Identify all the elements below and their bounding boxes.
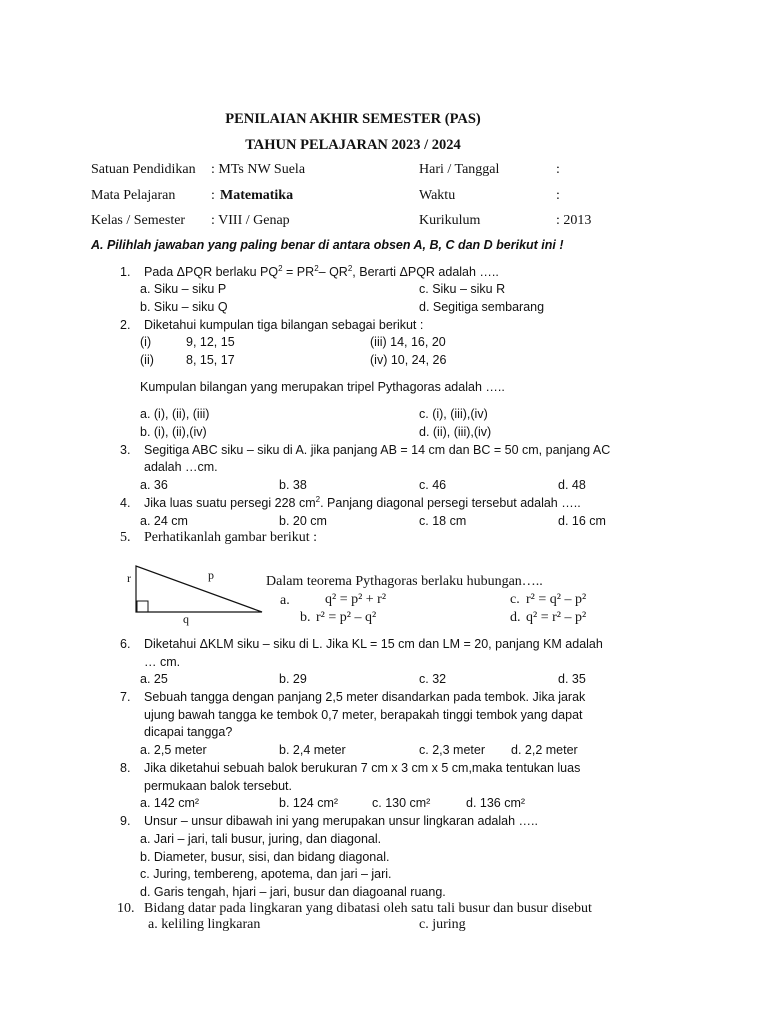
satuan-label: Satuan Pendidikan: [91, 162, 196, 177]
question-text: Unsur – unsur dibawah ini yang merupakan unsur lingkaran adalah …..: [144, 814, 538, 828]
option-b: b. Diameter, busur, sisi, dan bidang diagonal.: [140, 850, 390, 864]
option-c: c. Siku – siku R: [419, 282, 506, 296]
question-text-line1: Diketahui ΔKLM siku – siku di L. Jika KL = 15 cm dan LM = 20, panjang KM adalah: [144, 637, 603, 651]
option-a: a. 36: [140, 478, 168, 492]
option-c: c. 46: [419, 478, 447, 492]
set-ii-value: 8, 15, 17: [186, 353, 235, 367]
option-d-value: q² = r² – p²: [526, 610, 587, 625]
option-a-label: a.: [280, 593, 290, 608]
question-number: 1.: [120, 265, 131, 279]
set-i-label: (i): [140, 335, 152, 349]
option-a: a. 142 cm²: [140, 796, 200, 810]
question-number: 5.: [120, 530, 131, 545]
option-b: b. 29: [279, 672, 307, 686]
option-a: a. Jari – jari, tali busur, juring, dan diagonal.: [140, 832, 382, 846]
kelas-value: : VIII / Genap: [211, 213, 290, 228]
right-angle-marker: [137, 601, 148, 612]
set-iii: (iii) 14, 16, 20: [370, 335, 446, 349]
option-c-label: c.: [510, 592, 520, 607]
label-r: r: [127, 571, 131, 585]
option-b: b. Siku – siku Q: [140, 300, 228, 314]
hari-label: Hari / Tanggal: [419, 162, 500, 177]
question-text-line2: adalah …cm.: [144, 460, 218, 474]
option-b: b. 38: [279, 478, 307, 492]
option-b: b. 20 cm: [279, 514, 327, 528]
option-c: c. juring: [419, 917, 466, 932]
option-d: d. Segitiga sembarang: [419, 300, 545, 314]
academic-year: TAHUN PELAJARAN 2023 / 2024: [245, 137, 461, 153]
option-a: a. (i), (ii), (iii): [140, 407, 210, 421]
option-c: c. 32: [419, 672, 447, 686]
question-number: 2.: [120, 318, 131, 332]
question-number: 10.: [117, 901, 135, 916]
kurikulum-label: Kurikulum: [419, 213, 481, 228]
option-c-value: r² = q² – p²: [526, 592, 587, 607]
question-text-line2: … cm.: [144, 655, 181, 669]
option-c: c. 2,3 meter: [419, 743, 485, 757]
option-a: a. 24 cm: [140, 514, 188, 528]
option-a: a. Siku – siku P: [140, 282, 227, 296]
question-text: Diketahui kumpulan tiga bilangan sebagai berikut :: [144, 318, 424, 332]
waktu-value: :: [556, 188, 560, 203]
option-b: b. (i), (ii),(iv): [140, 425, 207, 439]
option-d-label: d.: [510, 610, 521, 625]
question-number: 9.: [120, 814, 131, 828]
option-a-value: q² = p² + r²: [325, 592, 387, 607]
question-text-line1: Segitiga ABC siku – siku di A. jika panjang AB = 14 cm dan BC = 50 cm, panjang AC: [144, 443, 611, 457]
option-c: c. Juring, tembereng, apotema, dan jari – jari.: [140, 867, 392, 881]
option-c: c. 130 cm²: [372, 796, 431, 810]
question-number: 6.: [120, 637, 131, 651]
question-text-line3: dicapai tangga?: [144, 725, 233, 739]
option-b-label: b.: [300, 610, 311, 625]
option-c: c. 18 cm: [419, 514, 467, 528]
kelas-label: Kelas / Semester: [91, 213, 186, 228]
option-d: d. Garis tengah, hjari – jari, busur dan diagoanal ruang.: [140, 885, 446, 899]
question-text-line1: Jika diketahui sebuah balok berukuran 7 cm x 3 cm x 5 cm,maka tentukan luas: [144, 761, 581, 775]
option-d: d. 48: [558, 478, 586, 492]
question-number: 4.: [120, 496, 131, 510]
option-d: d. 35: [558, 672, 586, 686]
set-ii-label: (ii): [140, 353, 154, 367]
exam-title: PENILAIAN AKHIR SEMESTER (PAS): [225, 111, 481, 127]
question-text: Perhatikanlah gambar berikut :: [144, 530, 317, 545]
question-text: Pada ΔPQR berlaku $PQ^2 = PR^2-$ $QR^2$, Berarti ΔPQR adalah …..: [144, 263, 499, 279]
option-a: a. 25: [140, 672, 168, 686]
question-number: 7.: [120, 690, 131, 704]
set-i-value: 9, 12, 15: [186, 335, 235, 349]
satuan-value: : MTs NW Suela: [211, 162, 306, 177]
question-text-line2: ujung bawah tangga ke tembok 0,7 meter, berapakah tinggi tembok yang dapat: [144, 708, 583, 722]
question-prompt: Kumpulan bilangan yang merupakan tripel Pythagoras adalah …..: [140, 380, 505, 394]
hari-value: :: [556, 162, 560, 177]
kurikulum-value: : 2013: [556, 213, 592, 228]
label-q: q: [183, 612, 189, 626]
question-number: 8.: [120, 761, 131, 775]
mapel-colon: :: [211, 188, 215, 203]
mapel-label: Mata Pelajaran: [91, 188, 176, 203]
question-text-line1: Sebuah tangga dengan panjang 2,5 meter disandarkan pada tembok. Jika jarak: [144, 690, 586, 704]
option-b: b. 124 cm²: [279, 796, 339, 810]
question-text: Jika luas suatu persegi 228 $cm^2$. Panjang diagonal persegi tersebut adalah …..: [144, 494, 581, 510]
right-triangle-figure: [120, 560, 280, 630]
waktu-label: Waktu: [419, 188, 456, 203]
label-p: p: [208, 568, 214, 582]
option-d: d. (ii), (iii),(iv): [419, 425, 492, 439]
section-instruction: A. Pilihlah jawaban yang paling benar di antara obsen A, B, C dan D berikut ini !: [91, 238, 564, 252]
question-number: 3.: [120, 443, 131, 457]
triangle-shape: [136, 566, 262, 612]
question-text: Bidang datar pada lingkaran yang dibatasi oleh satu tali busur dan busur disebut: [144, 901, 592, 916]
statement: Dalam teorema Pythagoras berlaku hubungan…..: [266, 574, 543, 589]
option-d: d. 2,2 meter: [511, 743, 578, 757]
option-c: c. (i), (iii),(iv): [419, 407, 488, 421]
option-a: a. 2,5 meter: [140, 743, 207, 757]
set-iv: (iv) 10, 24, 26: [370, 353, 447, 367]
option-a: a. keliling lingkaran: [148, 917, 261, 932]
option-b: b. 2,4 meter: [279, 743, 346, 757]
mapel-value: Matematika: [220, 188, 294, 203]
question-text-line2: permukaan balok tersebut.: [144, 779, 293, 793]
option-d: d. 136 cm²: [466, 796, 526, 810]
option-d: d. 16 cm: [558, 514, 606, 528]
option-b-value: r² = p² – q²: [316, 610, 377, 625]
